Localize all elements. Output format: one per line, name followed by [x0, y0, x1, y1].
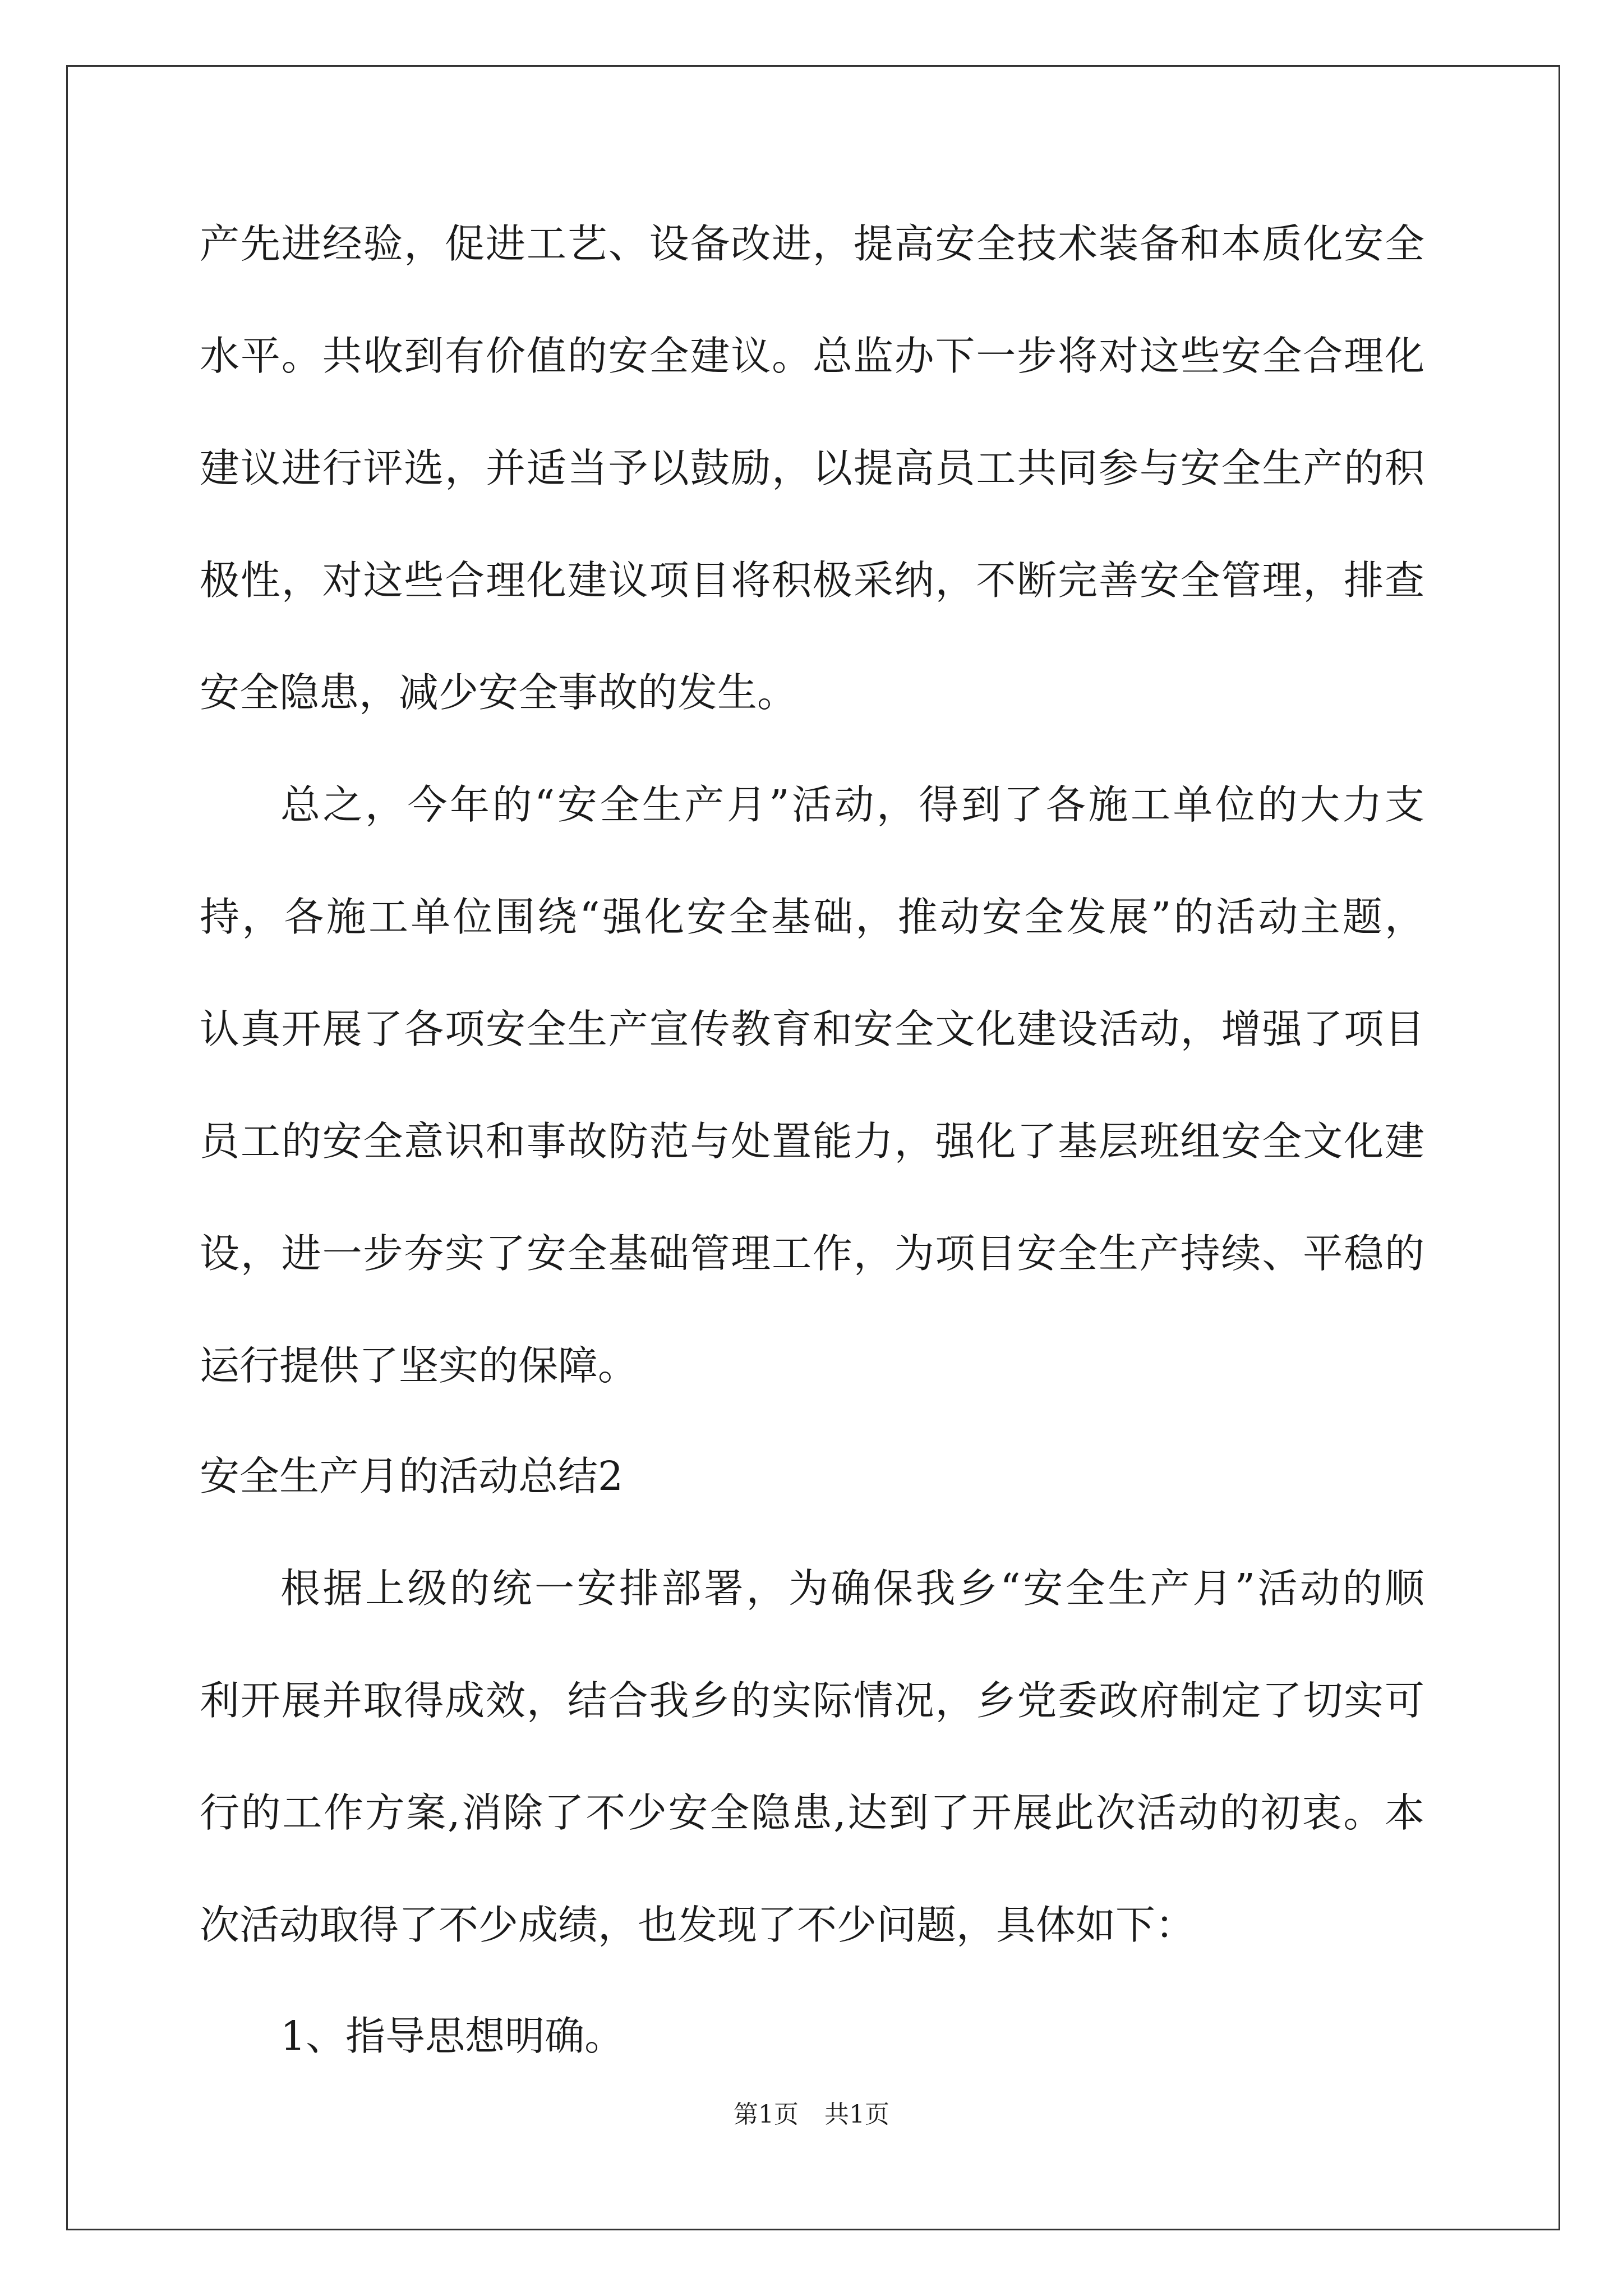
paragraph-line: 运行提供了坚实的保障。	[200, 1342, 638, 1389]
paragraph-line: 水平。共收到有价值的安全建议。总监办下一步将对这些安全合理化	[200, 333, 1424, 379]
page-number: 第1页	[734, 2100, 799, 2129]
paragraph-line: 建议进行评选，并适当予以鼓励，以提高员工共同参与安全生产的积	[200, 445, 1424, 491]
paragraph-line: 设，进一步夯实了安全基础管理工作，为项目安全生产持续、平稳的	[200, 1230, 1424, 1277]
paragraph-line: 总之，今年的“安全生产月”活动，得到了各施工单位的大力支	[280, 781, 1424, 828]
page-footer	[0, 2098, 1623, 2132]
paragraph-line: 持，各施工单位围绕“强化安全基础，推动安全发展”的活动主题，	[200, 894, 1424, 940]
paragraph-line: 员工的安全意识和事故防范与处置能力，强化了基层班组安全文化建	[200, 1118, 1424, 1165]
page-total: 共1页	[824, 2100, 889, 2129]
paragraph-line: 利开展并取得成效，结合我乡的实际情况，乡党委政府制定了切实可	[200, 1677, 1424, 1724]
paragraph-line: 产先进经验，促进工艺、设备改进，提高安全技术装备和本质化安全	[200, 220, 1424, 267]
paragraph-line: 行的工作方案,消除了不少安全隐患,达到了开展此次活动的初衷。本	[200, 1789, 1424, 1836]
paragraph-line: 认真开展了各项安全生产宣传教育和安全文化建设活动，增强了项目	[200, 1006, 1424, 1052]
paragraph-line: 安全隐患，减少安全事故的发生。	[200, 669, 797, 716]
paragraph-line: 根据上级的统一安排部署，为确保我乡“安全生产月”活动的顺	[280, 1565, 1424, 1612]
paragraph-line: 次活动取得了不少成绩，也发现了不少问题，具体如下：	[200, 1902, 1196, 1948]
list-item: 1、指导思想明确。	[280, 2013, 625, 2059]
paragraph-line: 极性，对这些合理化建议项目将积极采纳，不断完善安全管理，排查	[200, 557, 1424, 604]
section-heading: 安全生产月的活动总结2	[200, 1453, 624, 1499]
